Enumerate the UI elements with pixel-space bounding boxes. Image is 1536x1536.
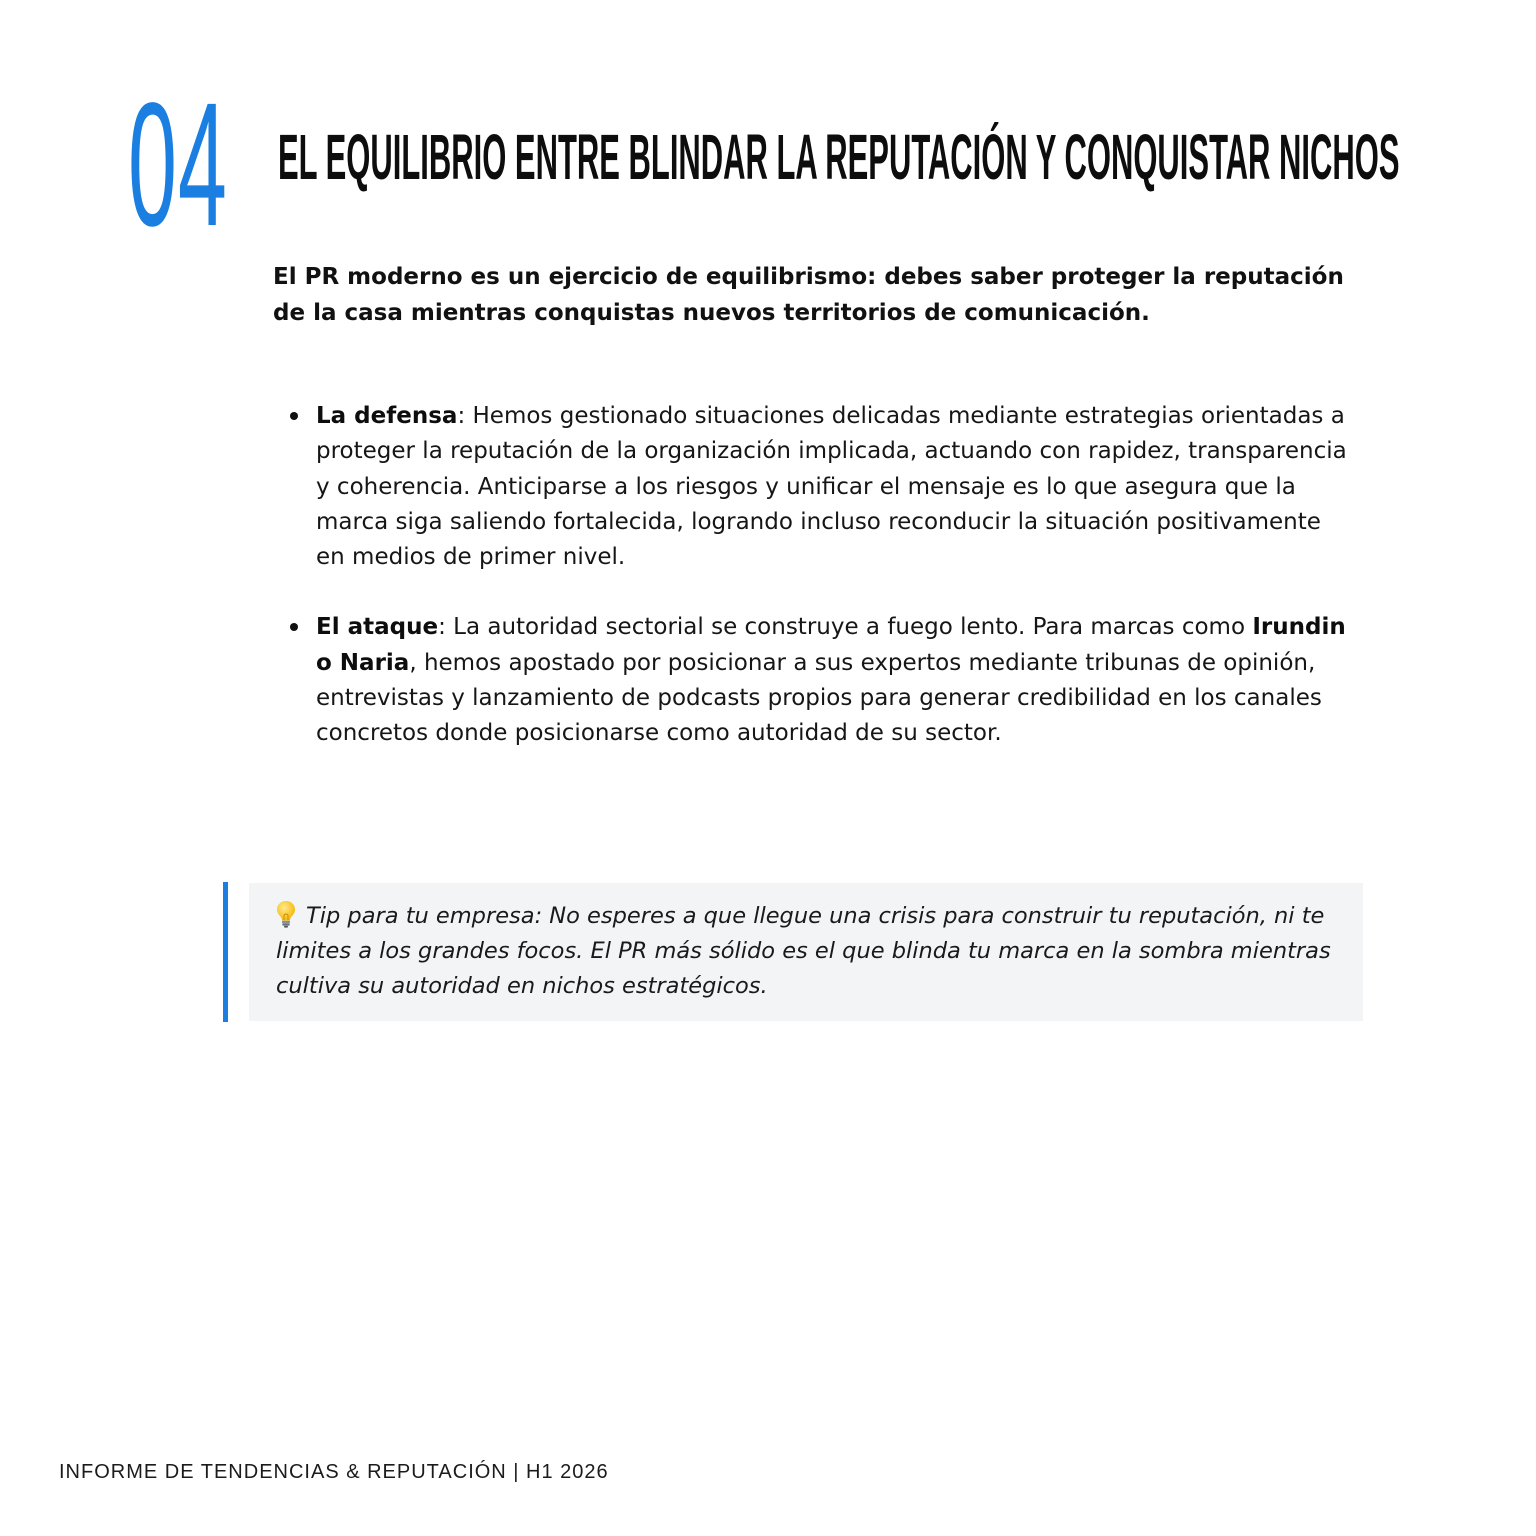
bullet-label: La defensa <box>316 403 458 429</box>
tip-callout <box>249 883 1363 1021</box>
bullet-text-after: , hemos apostado por posicionar a sus expertos mediante tribunas de opinión, entrevistas y lanzamiento de podcasts propios para generar credibilidad en los canales concretos donde posicionarse como autoridad de su sector. <box>316 649 1322 747</box>
bullet-dot-icon <box>290 623 298 631</box>
bullet-label: El ataque <box>316 614 439 641</box>
page-footer: INFORME DE TENDENCIAS & REPUTACIÓN | H1 2026 <box>59 1461 609 1483</box>
intro-paragraph: El PR moderno es un ejercicio de equilibrismo: debes saber proteger la reputación de la casa mientras conquistas nuevos territorios de comunicación. <box>273 264 1344 326</box>
section-title-wrap <box>278 118 1478 200</box>
bullet-text: : Hemos gestionado situaciones delicadas mediante estrategias orientadas a proteger la reputación de la organización implicada, actuando con rapidez, transparencia y coherencia. Anticiparse a los riesgos y unificar el mensaje es lo que asegura que la marca siga saliendo fortalecida, logrando incluso reconducir la situación positivamente en medios de primer nivel. <box>316 403 1347 571</box>
bullet-item-defensa <box>278 399 1348 575</box>
tip-text: Tip para tu empresa: No esperes a que llegue una crisis para construir tu reputación, ni te limites a los grandes focos. El PR más sólido es el que blinda tu marca en la sombra mientras cultiva su autoridad en nichos estratégicos. <box>276 903 1331 999</box>
section-number <box>128 67 248 263</box>
bullet-list <box>278 399 1348 787</box>
bullet-dot-icon <box>290 412 298 420</box>
tip-accent-bar <box>223 882 228 1022</box>
tip-paragraph <box>276 899 1343 1004</box>
bullet-brands: Irundin o Naria <box>316 614 1346 676</box>
bullet-text: : La autoridad sectorial se construye a fuego lento. Para marcas como <box>438 614 1253 641</box>
section-title: EL EQUILIBRIO ENTRE BLINDAR LA REPUTACIÓN Y CONQUISTAR NICHOS <box>278 121 1400 193</box>
lightbulb-icon <box>276 900 296 928</box>
bullet-item-ataque <box>278 610 1348 751</box>
section-number-text: 04 <box>128 67 228 263</box>
